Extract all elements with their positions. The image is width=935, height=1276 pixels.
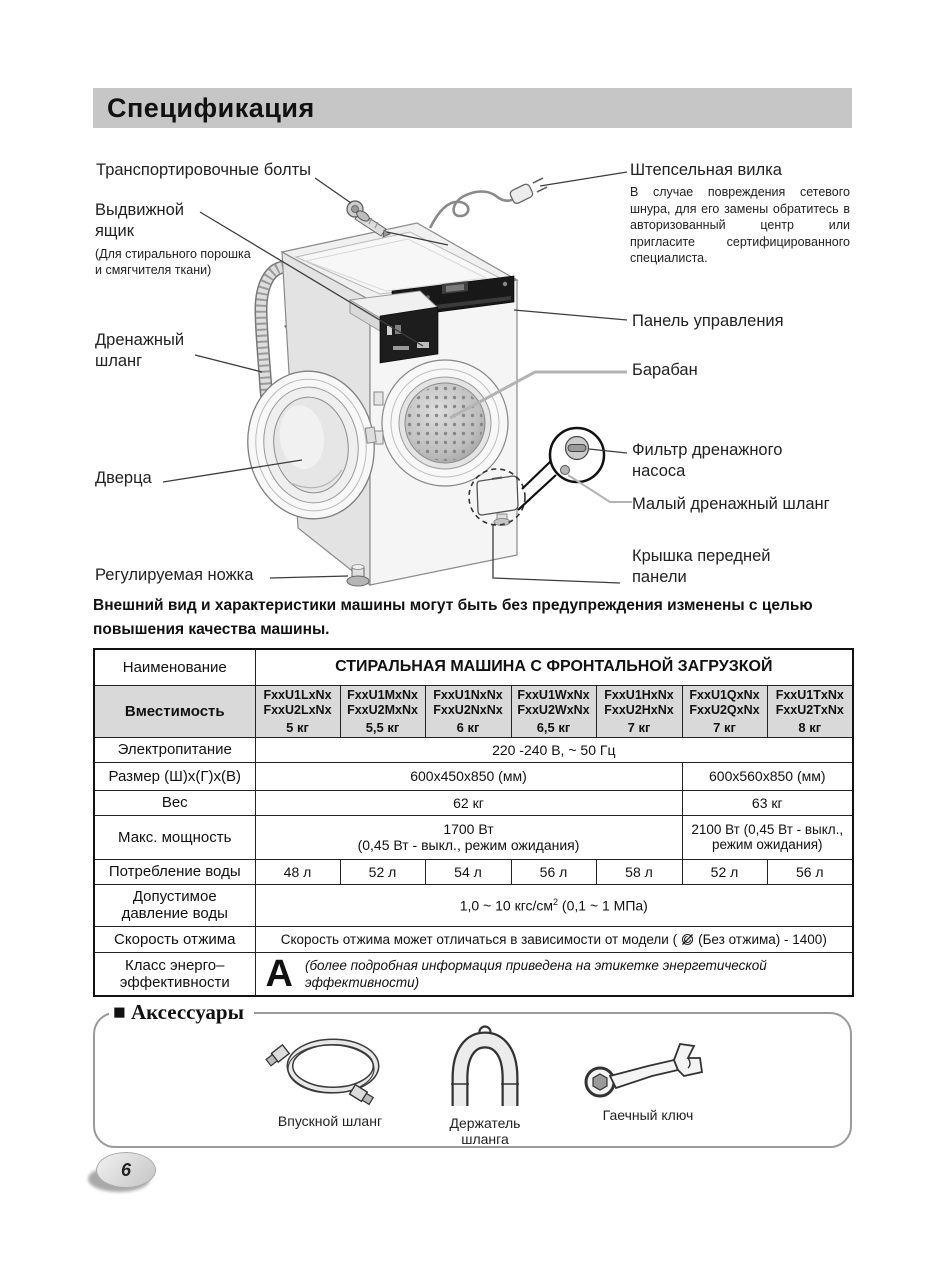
power-plug-icon xyxy=(509,178,547,205)
row-energy xyxy=(94,952,853,996)
cell-pressure-label: Допустимое давление воды xyxy=(94,884,255,926)
label-control-panel: Панель управления xyxy=(632,312,784,330)
pump-filter-icon xyxy=(566,437,589,460)
cell-energy-label: Класс энерго–эффективности xyxy=(94,952,255,996)
no-spin-icon xyxy=(680,932,695,947)
accessory-inlet-hose xyxy=(250,1028,410,1129)
cell-pressure-value: 1,0 ~ 10 кгс/$см^2$ (0,1 ~ 1 МПа) xyxy=(255,884,853,926)
cell-water-5: 58 л xyxy=(596,859,682,884)
cell-water-3: 54 л xyxy=(425,859,511,884)
cell-size-b: 600х560х850 (мм) xyxy=(682,762,853,790)
row-weight xyxy=(94,790,853,815)
inlet-hose-icon xyxy=(255,1028,405,1106)
cell-water-6: 52 л xyxy=(682,859,767,884)
section-title-bar xyxy=(93,88,852,128)
power-cord-icon xyxy=(430,178,547,228)
label-drum: Барабан xyxy=(632,361,698,379)
cell-capacity-6: FxxU1QxNx FxxU2QxNx 7 кг xyxy=(682,685,767,737)
transport-bolt-icon xyxy=(347,201,390,237)
spec-table xyxy=(93,648,854,997)
label-drawer: Выдвижной ящик xyxy=(95,201,185,240)
cell-water-2: 52 л xyxy=(340,859,425,884)
cell-power-label: Электропитание xyxy=(94,737,255,762)
cell-capacity-label: Вместимость xyxy=(94,685,255,737)
cell-water-1: 48 л xyxy=(255,859,340,884)
row-max-power xyxy=(94,815,853,859)
accessory-label: Держатель шланга xyxy=(449,1115,521,1147)
cell-capacity-4: FxxU1WxNx FxxU2WxNx 6,5 кг xyxy=(511,685,596,737)
section-bullet: ■ xyxy=(113,1000,126,1024)
energy-grade-badge: A xyxy=(265,952,293,995)
row-capacity xyxy=(94,685,853,737)
row-name xyxy=(94,649,853,685)
row-power xyxy=(94,737,853,762)
pump-filter-magnifier-icon xyxy=(518,428,604,510)
cell-spin-label: Скорость отжима xyxy=(94,926,255,952)
cell-max-power-a: 1700 Вт (0,45 Вт - выкл., режим ожидания) xyxy=(255,815,682,859)
cell-water-7: 56 л xyxy=(767,859,853,884)
row-size xyxy=(94,762,853,790)
energy-note: (более подробная информация приведена на этикетке энергетической эффективности) xyxy=(304,957,767,990)
notice-text: Внешний вид и характеристики машины могут быть без предупреждения изменены с целью повышения качества машины. xyxy=(93,597,813,638)
label-plug-note: В случае повреждения сетевого шнура, для его замены обратитесь в авторизованный центр или пригласите сертифицированного специалиста. xyxy=(630,185,850,265)
label-plug: Штепсельная вилка xyxy=(630,161,782,179)
cell-water-label: Потребление воды xyxy=(94,859,255,884)
cell-max-power-b: 2100 Вт (0,45 Вт - выкл., режим ожидания) xyxy=(682,815,853,859)
accessory-label: Гаечный ключ xyxy=(602,1107,694,1123)
label-transport-bolts: Транспортировочные болты xyxy=(96,161,311,179)
row-pressure xyxy=(94,884,853,926)
cell-name-label: Наименование xyxy=(94,649,255,685)
accessories-section xyxy=(93,1000,852,1148)
page-number-badge xyxy=(86,1148,166,1196)
accessory-label: Впускной шланг xyxy=(277,1113,383,1129)
cell-capacity-7: FxxU1TxNx FxxU2TxNx 8 кг xyxy=(767,685,853,737)
cell-weight-a: 62 кг xyxy=(255,790,682,815)
cell-capacity-5: FxxU1HxNx FxxU2HxNx 7 кг xyxy=(596,685,682,737)
cell-capacity-2: FxxU1MxNx FxxU2MxNx 5,5 кг xyxy=(340,685,425,737)
cell-spin-value: Скорость отжима может отличаться в зависимости от модели ( (Без отжима) - 1400) xyxy=(255,926,853,952)
small-drain-plug-icon xyxy=(561,466,570,475)
accessory-wrench xyxy=(573,1038,723,1123)
label-small-drain-hose: Малый дренажный шланг xyxy=(632,495,830,513)
label-drain-hose: Дренажный шланг xyxy=(95,331,185,370)
wrench-icon xyxy=(576,1038,721,1100)
label-pump-filter: Фильтр дренажного насоса xyxy=(632,441,783,480)
cell-weight-label: Вес xyxy=(94,790,255,815)
page-title: Спецификация xyxy=(107,92,315,123)
cell-water-4: 56 л xyxy=(511,859,596,884)
page-number: 6 xyxy=(120,1159,131,1180)
cell-size-a: 600х450х850 (мм) xyxy=(255,762,682,790)
cell-capacity-3: FxxU1NxNx FxxU2NxNx 6 кг xyxy=(425,685,511,737)
accessory-hose-holder xyxy=(425,1022,545,1147)
cell-size-label: Размер (Ш)х(Г)х(В) xyxy=(94,762,255,790)
cell-capacity-1: FxxU1LxNx FxxU2LxNx 5 кг xyxy=(255,685,340,737)
row-water xyxy=(94,859,853,884)
cell-energy-value xyxy=(255,952,853,996)
label-front-cover: Крышка передней панели xyxy=(632,547,771,586)
cell-weight-b: 63 кг xyxy=(682,790,853,815)
cell-name-value: СТИРАЛЬНАЯ МАШИНА С ФРОНТАЛЬНОЙ ЗАГРУЗКОЙ xyxy=(255,649,853,685)
label-foot: Регулируемая ножка xyxy=(95,566,254,584)
hose-holder-icon xyxy=(435,1022,535,1108)
row-spin xyxy=(94,926,853,952)
label-door: Дверца xyxy=(95,469,152,487)
accessories-title: ■ Аксессуары xyxy=(109,1000,254,1025)
cell-max-power-label: Макс. мощность xyxy=(94,815,255,859)
label-drawer-note: (Для стирального порошка и смягчителя ткани) xyxy=(95,247,251,277)
cell-power-value: 220 -240 В, ~ 50 Гц xyxy=(255,737,853,762)
